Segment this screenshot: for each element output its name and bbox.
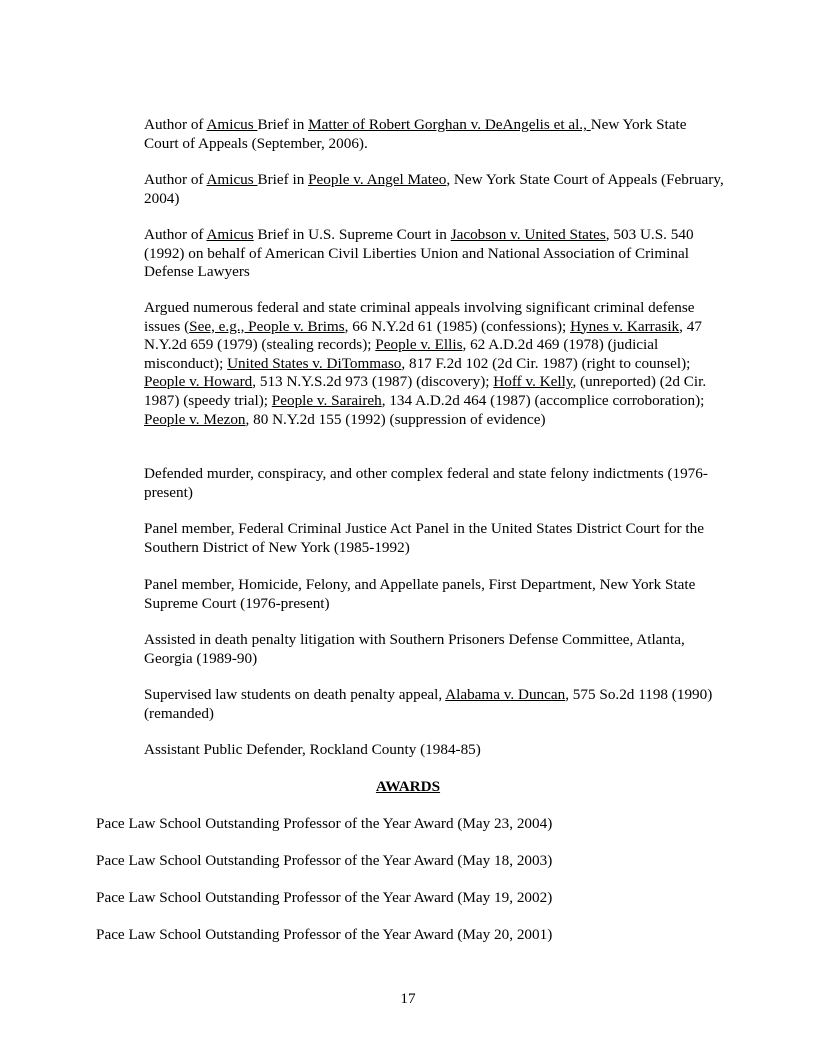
case-citation: Alabama v. Duncan (445, 686, 566, 703)
case-citation: Hoff v. Kelly (493, 373, 573, 391)
entry-supervised-students (144, 686, 724, 723)
entry-amicus-mateo (144, 171, 724, 208)
entry-homicide-panel (144, 576, 724, 613)
entry-text-part: Defended murder, conspiracy, and other complex federal and state felony indictments (1976-present) (144, 465, 708, 501)
entry-cja-panel (144, 520, 724, 557)
award-item: Pace Law School Outstanding Professor of the Year Award (May 20, 2001) (96, 926, 553, 943)
entry-text-part: Panel member, Homicide, Felony, and Appellate panels, First Department, New York State Supreme Court (1976-present) (144, 576, 696, 612)
entry-defended-felonies (144, 465, 724, 502)
entry-text-part: , (unreported) (2d Cir. 1987) (speedy trial); (144, 373, 707, 409)
entry-text-part: Author of (144, 226, 207, 243)
case-citation: Amicus (206, 116, 258, 133)
entry-text-part: Brief in (257, 116, 309, 133)
entry-text-part: Author of (144, 171, 207, 188)
case-citation: Amicus (206, 171, 258, 188)
entry-text-part: , 66 N.Y.2d 61 (1985) (confessions); (344, 317, 571, 335)
entry-text-part: , 80 N.Y.2d 155 (1992) (suppression of evidence) (245, 410, 546, 428)
case-citation: People v. Angel Mateo (308, 171, 447, 188)
entry-text-part: , 503 U.S. 540 (1992) on behalf of American Civil Liberties Union and National Association of Criminal Defense Lawyers (144, 226, 694, 281)
entry-text-part: Panel member, Federal Criminal Justice Act Panel in the United States District Court for the Southern District of New York (1985-1992) (144, 520, 704, 556)
entry-amicus-jacobson (144, 226, 724, 282)
entry-text-part: New York State Court of Appeals (September, 2006). (144, 116, 687, 152)
page-number: 17 (400, 990, 416, 1007)
entry-text-part: Assisted in death penalty litigation with Southern Prisoners Defense Committee, Atlanta, Georgia (1989-90) (144, 631, 685, 667)
entry-text-part: , 575 So.2d 1198 (1990) (remanded) (144, 686, 713, 722)
entry-public-defender (144, 741, 724, 760)
entry-appeals-argued (144, 299, 724, 429)
award-item: Pace Law School Outstanding Professor of the Year Award (May 18, 2003) (96, 852, 553, 869)
entry-text-part: , 47 N.Y.2d 659 (1979) (stealing records); (144, 317, 702, 354)
case-citation: Jacobson v. United States (450, 226, 606, 243)
case-citation: Hynes v. Karrasik (570, 317, 680, 335)
case-citation: United States v. DiTommaso (227, 354, 402, 372)
case-citation: People v. Saraireh (271, 391, 382, 409)
entry-text-part: , 817 F.2d 102 (2d Cir. 1987) (right to counsel); (401, 354, 691, 372)
entry-death-penalty-litigation (144, 631, 724, 668)
entry-text-part: , 513 N.Y.S.2d 973 (1987) (discovery); (252, 373, 494, 391)
entry-text-part: Brief in (257, 171, 309, 188)
case-citation: People v. Mezon (144, 410, 246, 428)
award-item: Pace Law School Outstanding Professor of the Year Award (May 19, 2002) (96, 889, 553, 906)
case-citation: See, e.g., People v. Brims (189, 317, 345, 335)
case-citation: People v. Howard (144, 373, 253, 391)
entry-text-part: Author of (144, 116, 207, 133)
entry-text-part: , 62 A.D.2d 469 (1978) (judicial misconduct); (144, 336, 659, 372)
entry-text-part: , 134 A.D.2d 464 (1987) (accomplice corroboration); (381, 391, 705, 409)
entry-text-part: Argued numerous federal and state criminal appeals involving significant criminal defense issues ( (144, 299, 695, 335)
entry-amicus-gorghan (144, 116, 724, 153)
entry-text-part: , New York State Court of Appeals (February, 2004) (144, 171, 724, 207)
case-citation: Amicus (206, 226, 254, 243)
case-citation: People v. Ellis (375, 336, 463, 354)
entry-text-part: Supervised law students on death penalty appeal, (144, 686, 446, 703)
case-citation: Matter of Robert Gorghan v. DeAngelis et al., (308, 116, 591, 133)
awards-heading: AWARDS (375, 778, 441, 795)
entry-text-part: Brief in U.S. Supreme Court in (253, 226, 451, 243)
award-item: Pace Law School Outstanding Professor of the Year Award (May 23, 2004) (96, 815, 553, 832)
entry-text-part: Assistant Public Defender, Rockland County (1984-85) (144, 741, 481, 758)
